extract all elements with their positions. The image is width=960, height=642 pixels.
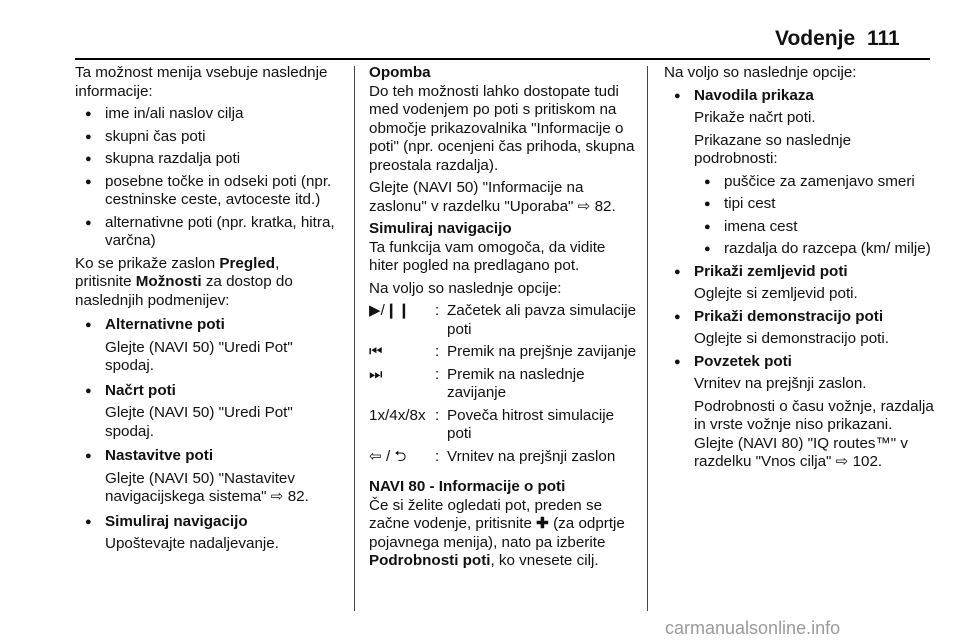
section-title: NAVI 80 - Informacije o poti	[369, 478, 566, 495]
list-item: ● skupni čas poti	[75, 128, 345, 147]
list-item: ● puščice za zamenjavo smeri	[664, 173, 934, 192]
submenu-desc: Upoštevajte nadaljevanje.	[105, 535, 279, 552]
next-turn-icon: ⏭	[369, 365, 383, 383]
section-title: Simuliraj navigacijo	[369, 220, 512, 237]
option-title: ● Navodila prikaza	[664, 87, 934, 106]
table-row: 1x/4x/8x : Poveča hitrost simulacije poti	[369, 407, 641, 448]
play-pause-icon: ▶/❙❙	[369, 302, 411, 319]
option-desc: Podrobnosti o času vožnje, razdalja in vrste vožnje niso prikazani. Glejte (NAVI 80) "IQ routes™" v razdelku "Vnos cilja" ⇨ 102.	[694, 397, 934, 470]
table-row: ⏭ : Premik na naslednje zavijanje	[369, 366, 641, 407]
submenu-desc: Glejte (NAVI 50) "Uredi Pot" spodaj.	[105, 338, 293, 374]
submenu-desc: Glejte (NAVI 50) "Uredi Pot" spodaj.	[105, 404, 293, 440]
submenu-title: ● Nastavitve poti	[75, 447, 345, 466]
list-item: ● razdalja do razcepa (km/ milje)	[664, 240, 934, 259]
route-details-label: Podrobnosti poti	[369, 552, 491, 569]
option-desc: Poveča hitrost simulacije poti	[447, 406, 615, 442]
table-row: ▶/❙❙ : Začetek ali pavza simulacije poti	[369, 302, 641, 343]
submenu-desc: Glejte (NAVI 50) "Nastavitev navigacijskega sistema" ⇨ 82.	[105, 469, 309, 505]
list-item: ● imena cest	[664, 218, 934, 237]
option-title: ● Prikaži zemljevid poti	[664, 263, 934, 282]
header-title: Vodenje	[775, 27, 856, 50]
list-item: ● tipi cest	[664, 195, 934, 214]
section-text: Ta funkcija vam omogoča, da vidite hiter pogled na predlagano pot.	[369, 238, 606, 274]
option-desc: Premik na prejšnje zavijanje	[447, 343, 637, 360]
list-item: ● skupna razdalja poti	[75, 150, 345, 169]
option-desc: Oglejte si zemljevid poti.	[694, 285, 858, 302]
options-table	[369, 302, 641, 470]
list-item: ● ime in/ali naslov cilja	[75, 105, 345, 124]
option-desc: Vrnitev na prejšnji zaslon.	[694, 375, 867, 392]
option-title: ● Prikaži demonstracijo poti	[664, 308, 934, 327]
column-1	[75, 64, 345, 558]
submenu-title: ● Alternativne poti	[75, 316, 345, 335]
note-text-2: Glejte (NAVI 50) "Informacije na zaslonu" v razdelku "Uporaba" ⇨ 82.	[369, 179, 616, 215]
column-3	[664, 64, 934, 476]
column-2	[369, 64, 639, 575]
column-divider-2	[647, 66, 648, 611]
submenu-intro: Ko se prikaže zaslon Pregled, pritisnite Možnosti za dostop do naslednjih podmenijev:	[75, 254, 293, 309]
list-item: ● posebne točke in odseki poti (npr. cestninske ceste, avtoceste itd.)	[75, 173, 345, 210]
option-desc: Prikazane so naslednje podrobnosti:	[694, 131, 852, 167]
previous-turn-icon: ⏮	[369, 343, 383, 360]
submenu-title: ● Načrt poti	[75, 382, 345, 401]
options-intro: Na voljo so naslednje opcije:	[664, 64, 857, 81]
navi80-text: Če si želite ogledati pot, preden se začne vodenje, pritisnite ✚ (za odprtje pojavnega menija), nato pa izberite Podrobnosti poti, ko vnesete cilj.	[369, 496, 625, 569]
pregled-label: Pregled	[219, 254, 276, 272]
note-title: Opomba	[369, 64, 431, 81]
option-desc: Prikaže načrt poti.	[694, 109, 816, 126]
page-header	[75, 24, 930, 60]
table-row: ⏮ : Premik na prejšnje zavijanje	[369, 343, 641, 366]
option-title: ● Povzetek poti	[664, 353, 934, 372]
note-text: Do teh možnosti lahko dostopate tudi med vodenjem po poti s pritiskom na območje prikazovalnika "Informacije o poti" (npr. ocenjeni čas prihoda, skupna preostala razdalja).	[369, 82, 635, 174]
watermark: carmanualsonline.info	[665, 618, 841, 638]
page-number: 111	[867, 27, 900, 50]
plus-icon: ✚	[536, 515, 549, 532]
option-desc: Oglejte si demonstracijo poti.	[694, 330, 889, 347]
intro-text: Ta možnost menija vsebuje naslednje informacije:	[75, 64, 328, 100]
option-desc: Začetek ali pavza simulacije poti	[447, 302, 637, 338]
option-desc: Vrnitev na prejšnji zaslon	[447, 447, 616, 465]
moznosti-label: Možnosti	[135, 273, 202, 290]
submenu-title: ● Simuliraj navigacijo	[75, 513, 345, 532]
table-row: ⇦ / ⮌ : Vrnitev na prejšnji zaslon	[369, 448, 641, 471]
options-intro: Na voljo so naslednje opcije:	[369, 279, 562, 297]
list-item: ● alternativne poti (npr. kratka, hitra, varčna)	[75, 214, 345, 251]
back-icon: ⇦ / ⮌	[369, 447, 407, 465]
option-desc: Premik na naslednje zavijanje	[447, 365, 585, 401]
column-divider-1	[354, 66, 355, 611]
speed-key: 1x/4x/8x	[369, 406, 426, 424]
